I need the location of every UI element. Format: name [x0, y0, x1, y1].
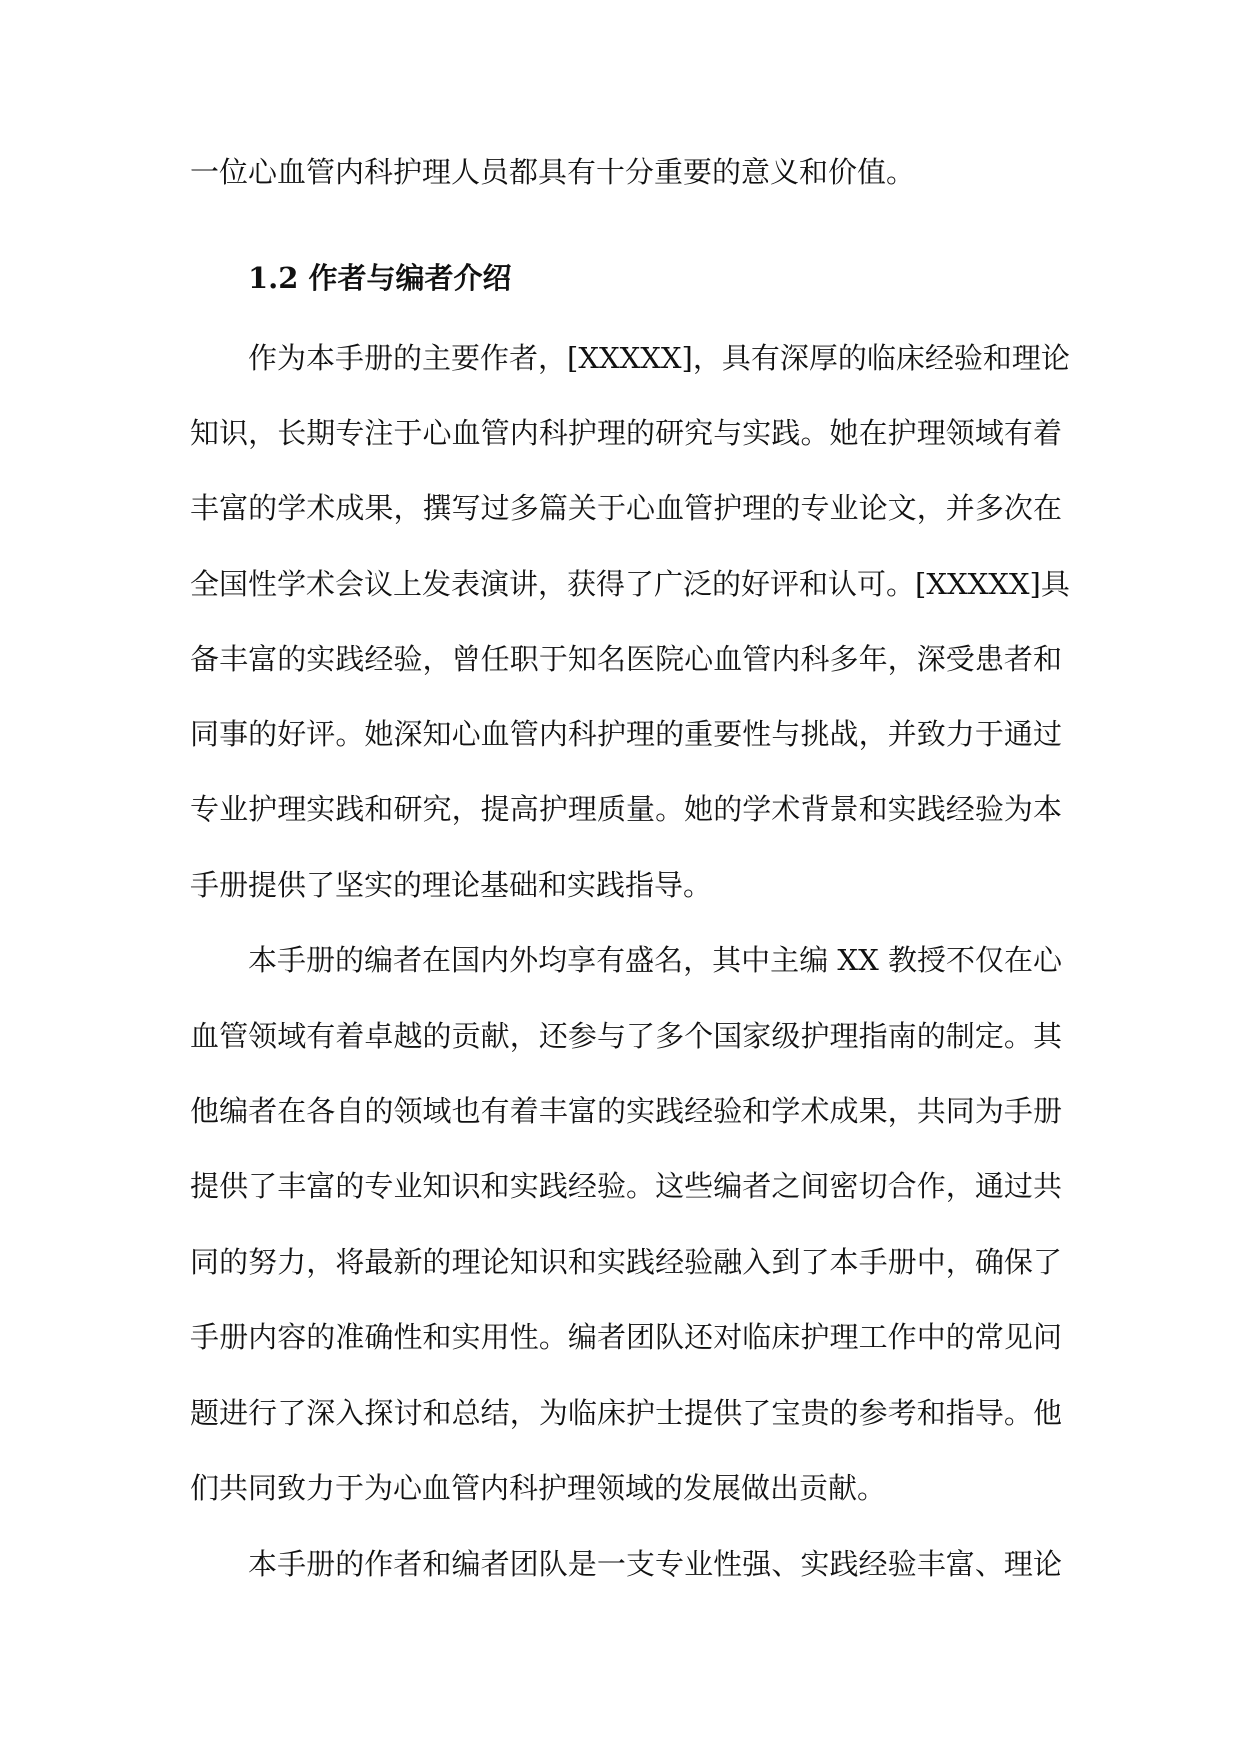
text-line: 题进行了深入探讨和总结，为临床护士提供了宝贵的参考和指导。他	[190, 1396, 1062, 1430]
text-line: 一位心血管内科护理人员都具有十分重要的意义和价值。	[190, 155, 916, 189]
text-line: 备丰富的实践经验，曾任职于知名医院心血管内科多年，深受患者和	[190, 642, 1062, 676]
text-line: 本手册的作者和编者团队是一支专业性强、实践经验丰富、理论	[248, 1547, 1062, 1581]
section-heading: 1.2 作者与编者介绍	[248, 261, 512, 295]
text-line: 们共同致力于为心血管内科护理领域的发展做出贡献。	[190, 1471, 887, 1505]
text-line: 手册内容的准确性和实用性。编者团队还对临床护理工作中的常见问	[190, 1320, 1062, 1354]
text-line: 提供了丰富的专业知识和实践经验。这些编者之间密切合作，通过共	[190, 1169, 1062, 1203]
text-line: 作为本手册的主要作者，[XXXXX]，具有深厚的临床经验和理论	[248, 341, 1070, 375]
text-line: 手册提供了坚实的理论基础和实践指导。	[190, 868, 713, 902]
text-line: 全国性学术会议上发表演讲，获得了广泛的好评和认可。[XXXXX]具	[190, 567, 1070, 601]
text-line: 他编者在各自的领域也有着丰富的实践经验和学术成果，共同为手册	[190, 1094, 1062, 1128]
text-line: 丰富的学术成果，撰写过多篇关于心血管护理的专业论文，并多次在	[190, 491, 1062, 525]
text-line: 本手册的编者在国内外均享有盛名，其中主编 XX 教授不仅在心	[248, 943, 1062, 977]
text-line: 同事的好评。她深知心血管内科护理的重要性与挑战，并致力于通过	[190, 717, 1062, 751]
text-line: 同的努力，将最新的理论知识和实践经验融入到了本手册中，确保了	[190, 1245, 1062, 1279]
text-line: 专业护理实践和研究，提高护理质量。她的学术背景和实践经验为本	[190, 792, 1062, 826]
text-line: 知识，长期专注于心血管内科护理的研究与实践。她在护理领域有着	[190, 416, 1062, 450]
text-line: 血管领域有着卓越的贡献，还参与了多个国家级护理指南的制定。其	[190, 1019, 1062, 1053]
